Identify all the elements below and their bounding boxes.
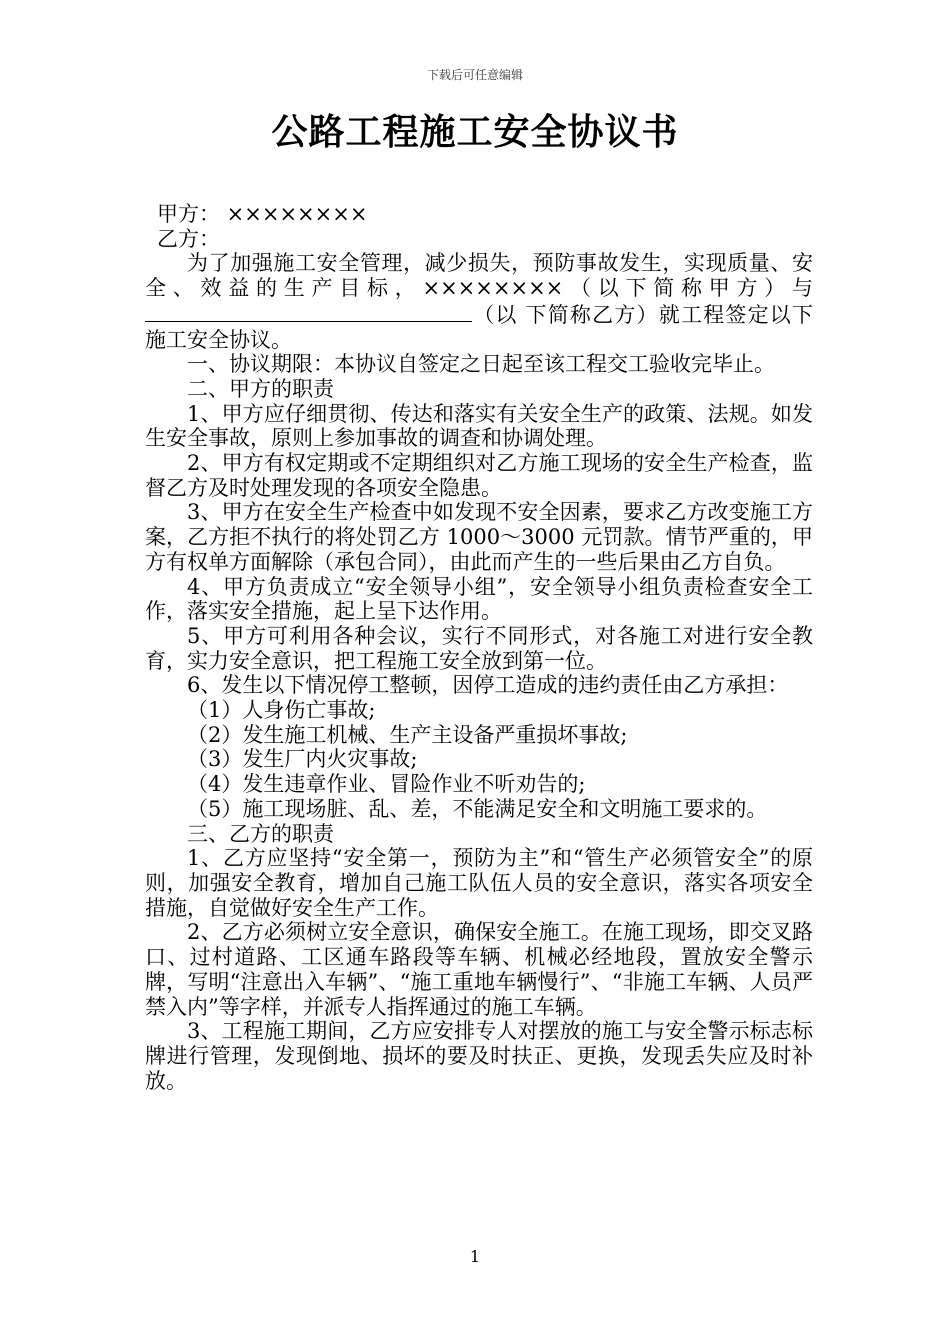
stop-work-condition: （1）人身伤亡事故;	[187, 698, 376, 723]
party-a-duty: 2、甲方有权定期或不定期组织对乙方施工现场的安全生产检查，监督乙方及时处理发现的各项安全隐患。	[145, 451, 813, 500]
party-b-duty: 2、乙方必须树立安全意识，确保安全施工。在施工现场，即交叉路口、过村道路、工区通车路段等车辆、机械必经地段，置放安全警示牌，写明“注意出入车辆”、“施工重地车辆慢行”、“非施工车辆、人员严禁入内”等字样，并派专人指挥通过的施工车辆。	[145, 920, 813, 1019]
section-heading-party-a: 二、甲方的职责	[187, 376, 334, 401]
party-b-duty: 3、工程施工期间，乙方应安排专人对摆放的施工与安全警示标志标牌进行管理，发现倒地、损坏的要及时扶正、更换，发现丢失应及时补放。	[145, 1019, 813, 1093]
intro-text-1: 为了加强施工安全管理，减少损失，预防事故发生，实现质量、安全、效益的生产目标，××××××××（以下简称甲方）与	[145, 251, 813, 301]
party-a-line: 甲方： ××××××××	[157, 202, 368, 226]
document-body	[145, 202, 813, 1093]
party-b-line: 乙方：	[157, 226, 220, 251]
document-title: 公路工程施工安全协议书	[271, 112, 679, 153]
party-b-duty: 1、乙方应坚持“安全第一，预防为主”和“管生产必须管安全”的原则，加强安全教育，增加自己施工队伍人员的安全意识，落实各项安全措施，自觉做好安全生产工作。	[145, 846, 813, 920]
party-a-duty: 5、甲方可利用各种会议，实行不同形式，对各施工对进行安全教育，实力安全意识，把工程施工安全放到第一位。	[145, 623, 813, 673]
party-a-duty: 1、甲方应仔细贯彻、传达和落实有关安全生产的政策、法规。如发生安全事故，原则上参加事故的调查和协调处理。	[145, 401, 813, 451]
header-note: 下载后可任意编辑	[426, 68, 523, 82]
party-a-duty: 6、发生以下情况停工整顿，因停工造成的违约责任由乙方承担：	[187, 673, 789, 698]
party-a-duty: 4、甲方负责成立“安全领导小组”，安全领导小组负责检查安全工作，落实安全措施，起上呈下达作用。	[145, 574, 813, 624]
party-a-duty: 3、甲方在安全生产检查中如发现不安全因素，要求乙方改变施工方案，乙方拒不执行的将处罚乙方 1000～3000 元罚款。情节严重的，甲方有权单方面解除（承包合同），由此而产生的一些后果由乙方自负。	[145, 500, 813, 574]
intro-paragraph	[145, 251, 813, 352]
stop-work-condition: （2）发生施工机械、生产主设备严重损坏事故;	[187, 722, 628, 747]
stop-work-condition: （3）发生厂内火灾事故;	[187, 747, 418, 772]
clause-term: 一、协议期限：本协议自签定之日起至该工程交工验收完毕止。	[187, 352, 775, 377]
stop-work-condition: （5）施工现场脏、乱、差，不能满足安全和文明施工要求的。	[187, 796, 768, 821]
section-heading-party-b: 三、乙方的职责	[187, 821, 334, 846]
intro-text-2: （以 下简称乙方）就工程签定以下施工安全协议。	[145, 302, 813, 352]
blank-underline	[145, 301, 472, 322]
stop-work-condition: （4）发生违章作业、冒险作业不听劝告的;	[187, 772, 586, 797]
page-number: 1	[469, 1247, 481, 1266]
